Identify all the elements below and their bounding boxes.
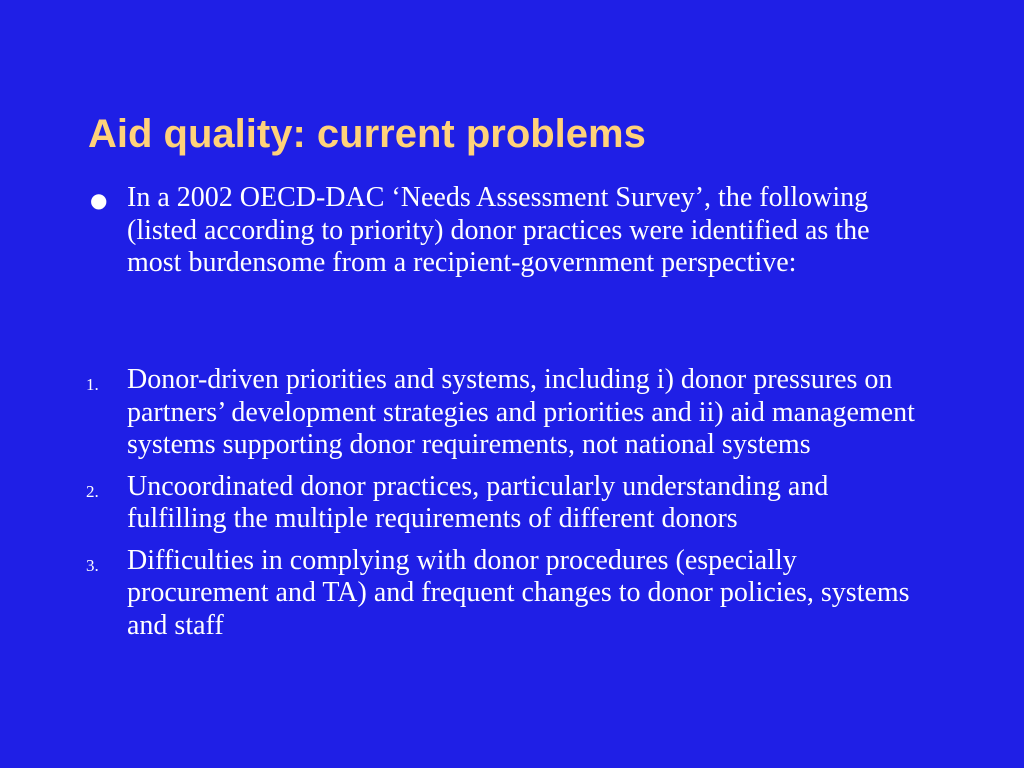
list-item <box>86 471 946 536</box>
bullet-icon: ● <box>90 188 108 212</box>
list-item-text: Donor-driven priorities and systems, including i) donor pressures on partners’ development strategies and priorities and ii) aid management systems supporting donor requirements, not national systems <box>127 364 915 460</box>
numbered-list <box>86 364 946 651</box>
list-item <box>86 364 946 462</box>
list-item <box>86 545 946 643</box>
intro-paragraph <box>90 182 950 280</box>
slide-title: Aid quality: current problems <box>88 112 646 156</box>
list-item-number: 2. <box>86 481 99 501</box>
intro-text: In a 2002 OECD-DAC ‘Needs Assessment Survey’, the following (listed according to priority) donor practices were identified as the most burdensome from a recipient-government perspective: <box>127 182 870 278</box>
list-item-text: Uncoordinated donor practices, particularly understanding and fulfilling the multiple requirements of different donors <box>127 470 829 534</box>
list-item-number: 3. <box>86 555 99 575</box>
list-item-text: Difficulties in complying with donor procedures (especially procurement and TA) and frequent changes to donor policies, systems and staff <box>127 544 910 641</box>
list-item-number: 1. <box>86 375 99 394</box>
